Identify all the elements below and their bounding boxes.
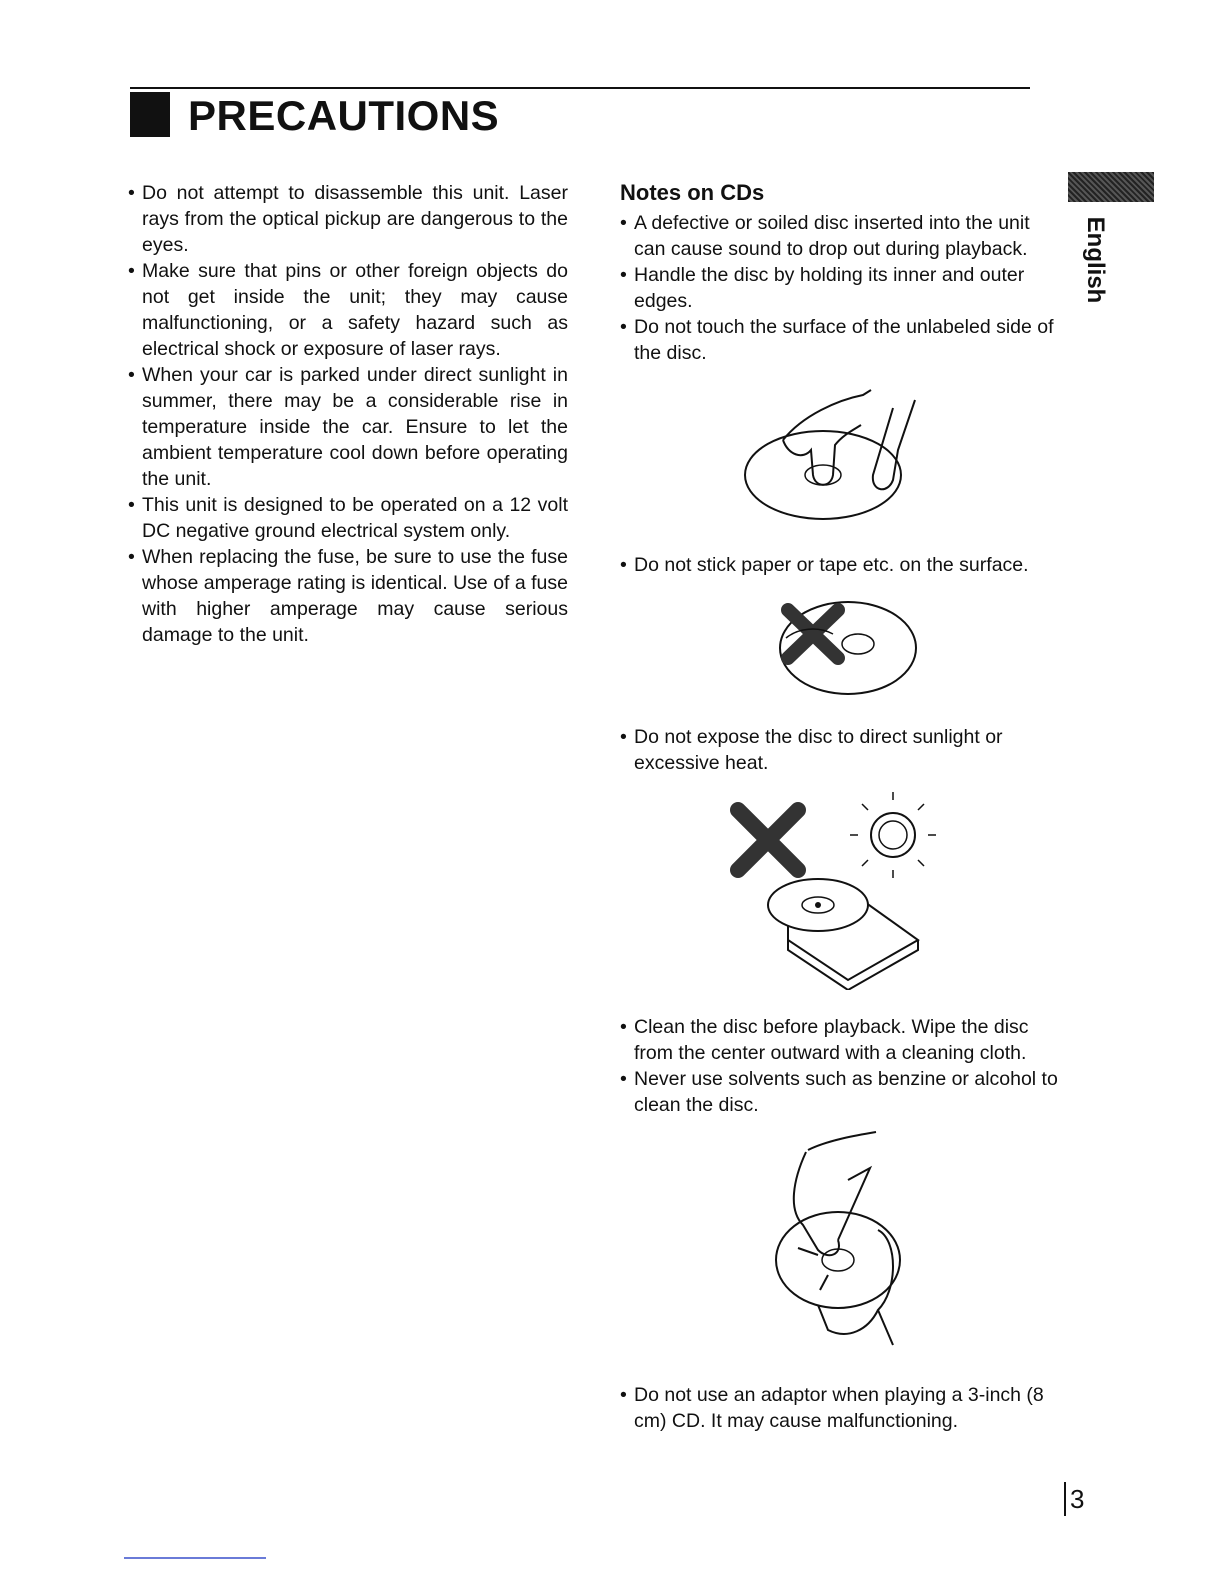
list-item: • Do not stick paper or tape etc. on the surface. (620, 552, 1065, 578)
language-tab-label: English (1082, 216, 1109, 304)
list-item: • When replacing the fuse, be sure to use the fuse whose amperage rating is identical. Use of a fuse with higher amperage may cause serious damage to the unit. (128, 544, 568, 648)
notes-heading: Notes on CDs (620, 180, 765, 205)
sunlight-disc-illustration (728, 790, 958, 990)
list-item: • This unit is designed to be operated on a 12 volt DC negative ground electrical system only. (128, 492, 568, 544)
notes-list-sun (620, 724, 1065, 776)
list-item: • Do not touch the surface of the unlabeled side of the disc. (620, 314, 1065, 366)
title-marker-block (130, 92, 170, 137)
right-column (620, 178, 1065, 1434)
notes-list (620, 210, 1065, 366)
page-number: 3 (1064, 1482, 1084, 1516)
footer-rule (124, 1557, 266, 1559)
language-tab (1075, 210, 1115, 310)
precautions-list (128, 180, 568, 648)
list-item: • A defective or soiled disc inserted into the unit can cause sound to drop out during playback. (620, 210, 1065, 262)
notes-list-tape (620, 552, 1065, 578)
hand-holding-disc-illustration (743, 380, 943, 530)
list-item: • Clean the disc before playback. Wipe the disc from the center outward with a cleaning cloth. (620, 1014, 1065, 1066)
list-item: • Do not use an adaptor when playing a 3-inch (8 cm) CD. It may cause malfunctioning. (620, 1382, 1065, 1434)
list-item: • Never use solvents such as benzine or alcohol to clean the disc. (620, 1066, 1065, 1118)
page-title: PRECAUTIONS (188, 92, 500, 139)
list-item: • Do not expose the disc to direct sunlight or excessive heat. (620, 724, 1065, 776)
left-column (128, 180, 568, 648)
notes-list-cleaning (620, 1014, 1065, 1118)
list-item: • Handle the disc by holding its inner and outer edges. (620, 262, 1065, 314)
cleaning-disc-illustration (758, 1130, 928, 1350)
language-tab-marker (1068, 172, 1154, 202)
taped-disc-illustration (758, 588, 928, 698)
list-item: • Do not attempt to disassemble this unit. Laser rays from the optical pickup are dangerous to the eyes. (128, 180, 568, 258)
list-item: • When your car is parked under direct sunlight in summer, there may be a considerable rise in temperature inside the car. Ensure to let the ambient temperature cool down before operating the unit. (128, 362, 568, 492)
list-item: • Make sure that pins or other foreign objects do not get inside the unit; they may cause malfunctioning, or a safety hazard such as electrical shock or exposure of laser rays. (128, 258, 568, 362)
notes-list-adaptor (620, 1382, 1065, 1434)
